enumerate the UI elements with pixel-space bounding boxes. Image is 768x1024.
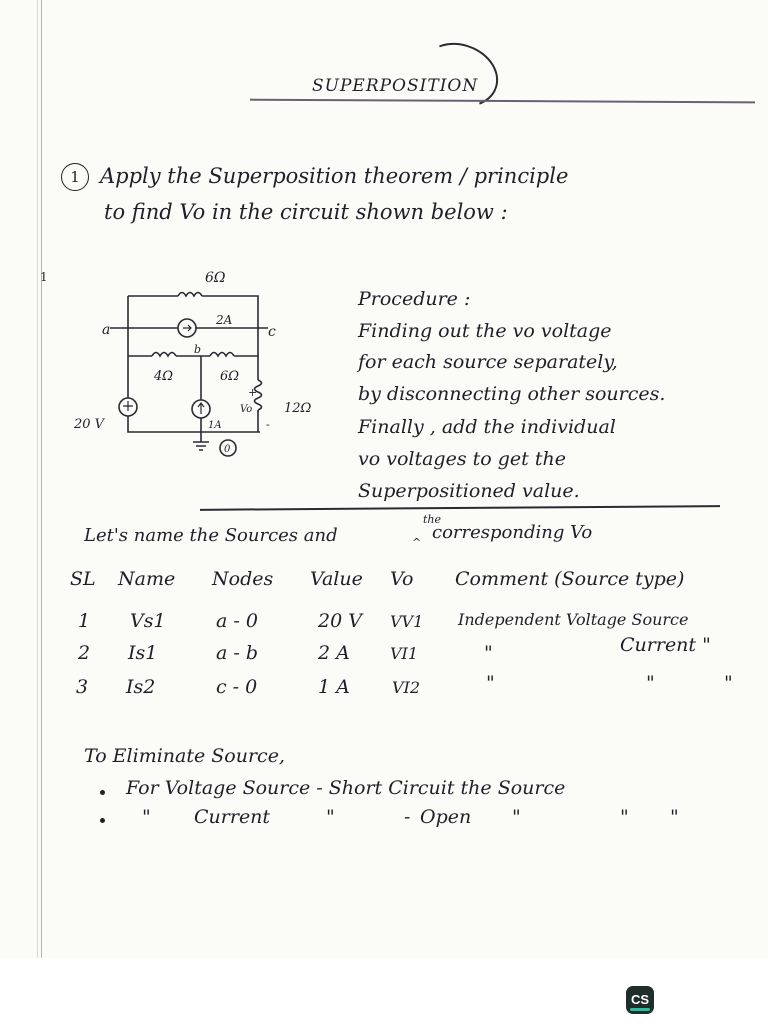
table-row-1-nodes: a - 0 xyxy=(216,610,258,632)
label-vo: Vo xyxy=(240,404,253,415)
procedure-heading: Procedure : xyxy=(358,288,471,310)
wire-c-right xyxy=(234,328,258,356)
naming-text-after: corresponding Vo xyxy=(432,522,593,543)
title-flourish xyxy=(412,32,507,117)
resistor-4ohm xyxy=(152,353,176,357)
eliminate-line-2-ditto-3: " xyxy=(512,806,521,828)
table-row-2-comment: Current " xyxy=(620,634,711,656)
table-row-1-comment: Independent Voltage Source xyxy=(458,610,689,629)
question-line-2: to find Vo in the circuit shown below : xyxy=(104,200,508,224)
bullet-2 xyxy=(100,818,105,823)
table-row-3-value: 1 A xyxy=(318,676,350,698)
resistor-6ohm xyxy=(210,353,234,357)
procedure-line-5: vo voltages to get the xyxy=(358,448,566,470)
resistor-top xyxy=(178,293,202,297)
naming-caret: ^ xyxy=(412,536,422,549)
question-line-1: Apply the Superposition theorem / principle xyxy=(100,164,569,188)
procedure-line-2: for each source separately, xyxy=(358,351,618,373)
label-minus: - xyxy=(266,418,270,431)
table-header-vo: Vo xyxy=(390,568,414,590)
table-row-3-ditto-1: " xyxy=(486,672,495,694)
table-row-3-ditto-2: " xyxy=(646,672,655,694)
table-row-2-comment-ditto: " xyxy=(484,642,493,664)
label-r-left: 4Ω xyxy=(154,369,174,384)
eliminate-line-1: For Voltage Source - Short Circuit the Source xyxy=(126,777,566,799)
table-header-name: Name xyxy=(118,568,176,590)
label-node-c: c xyxy=(268,324,276,340)
table-row-3-ditto-3: " xyxy=(724,672,733,694)
section-separator xyxy=(200,505,720,511)
procedure-line-4: Finally , add the individual xyxy=(358,416,616,438)
eliminate-line-2-dash: - xyxy=(404,806,411,828)
table-row-1-sl: 1 xyxy=(78,610,91,632)
table-row-1-name: Vs1 xyxy=(130,610,166,632)
eliminate-heading: To Eliminate Source, xyxy=(84,745,285,767)
label-src-2a: 2A xyxy=(216,313,233,327)
table-row-2-vo: VI1 xyxy=(390,644,419,663)
procedure-line-6: Superpositioned value. xyxy=(358,480,580,502)
page-title: SUPERPOSITION xyxy=(312,76,479,96)
label-r-load: 12Ω xyxy=(284,401,312,416)
procedure-line-3: by disconnecting other sources. xyxy=(358,383,666,405)
eliminate-line-2-ditto-5: " xyxy=(670,806,679,828)
question-number: 1 xyxy=(61,163,89,191)
eliminate-line-2-ditto-1: " xyxy=(142,806,151,828)
table-row-3-vo: VI2 xyxy=(392,678,421,697)
bullet-1 xyxy=(100,790,105,795)
label-i-src: 1A xyxy=(208,420,222,431)
label-node-b: b xyxy=(194,343,202,356)
camscanner-logo: CS xyxy=(626,986,654,1014)
label-plus: + xyxy=(248,386,258,399)
label-r-top: 6Ω xyxy=(205,270,226,286)
table-header-value: Value xyxy=(310,568,363,590)
table-row-1-vo: VV1 xyxy=(390,612,424,631)
label-v-src: 20 V xyxy=(74,417,105,432)
ground-symbol xyxy=(193,442,209,450)
table-header-sl: SL xyxy=(70,568,96,590)
naming-superscript: the xyxy=(423,513,442,526)
naming-text-before: Let's name the Sources and xyxy=(84,525,338,546)
table-header-comment: Comment (Source type) xyxy=(455,568,685,590)
eliminate-line-2-open: Open xyxy=(420,806,472,828)
table-row-2-sl: 2 xyxy=(78,642,91,664)
table-row-3-nodes: c - 0 xyxy=(216,676,258,698)
eliminate-line-2-ditto-4: " xyxy=(620,806,629,828)
table-row-2-name: Is1 xyxy=(128,642,158,664)
label-ground: 0 xyxy=(224,444,231,455)
table-row-3-name: Is2 xyxy=(126,676,156,698)
label-r-right: 6Ω xyxy=(220,369,240,384)
table-row-2-value: 2 A xyxy=(318,642,350,664)
eliminate-line-2-ditto-2: " xyxy=(326,806,335,828)
wire-bottom xyxy=(128,416,260,432)
margin-line-faint xyxy=(37,0,38,958)
title-underline xyxy=(250,99,755,104)
margin-line xyxy=(41,0,42,958)
label-node-a: a xyxy=(102,322,111,338)
table-row-1-value: 20 V xyxy=(318,610,362,632)
circuit-diagram xyxy=(70,260,340,470)
table-row-2-nodes: a - b xyxy=(216,642,258,664)
eliminate-line-2-current: Current xyxy=(194,806,271,828)
table-header-nodes: Nodes xyxy=(212,568,274,590)
side-number: 1 xyxy=(40,270,48,284)
procedure-line-1: Finding out the vo voltage xyxy=(358,320,612,342)
table-row-3-sl: 3 xyxy=(76,676,89,698)
